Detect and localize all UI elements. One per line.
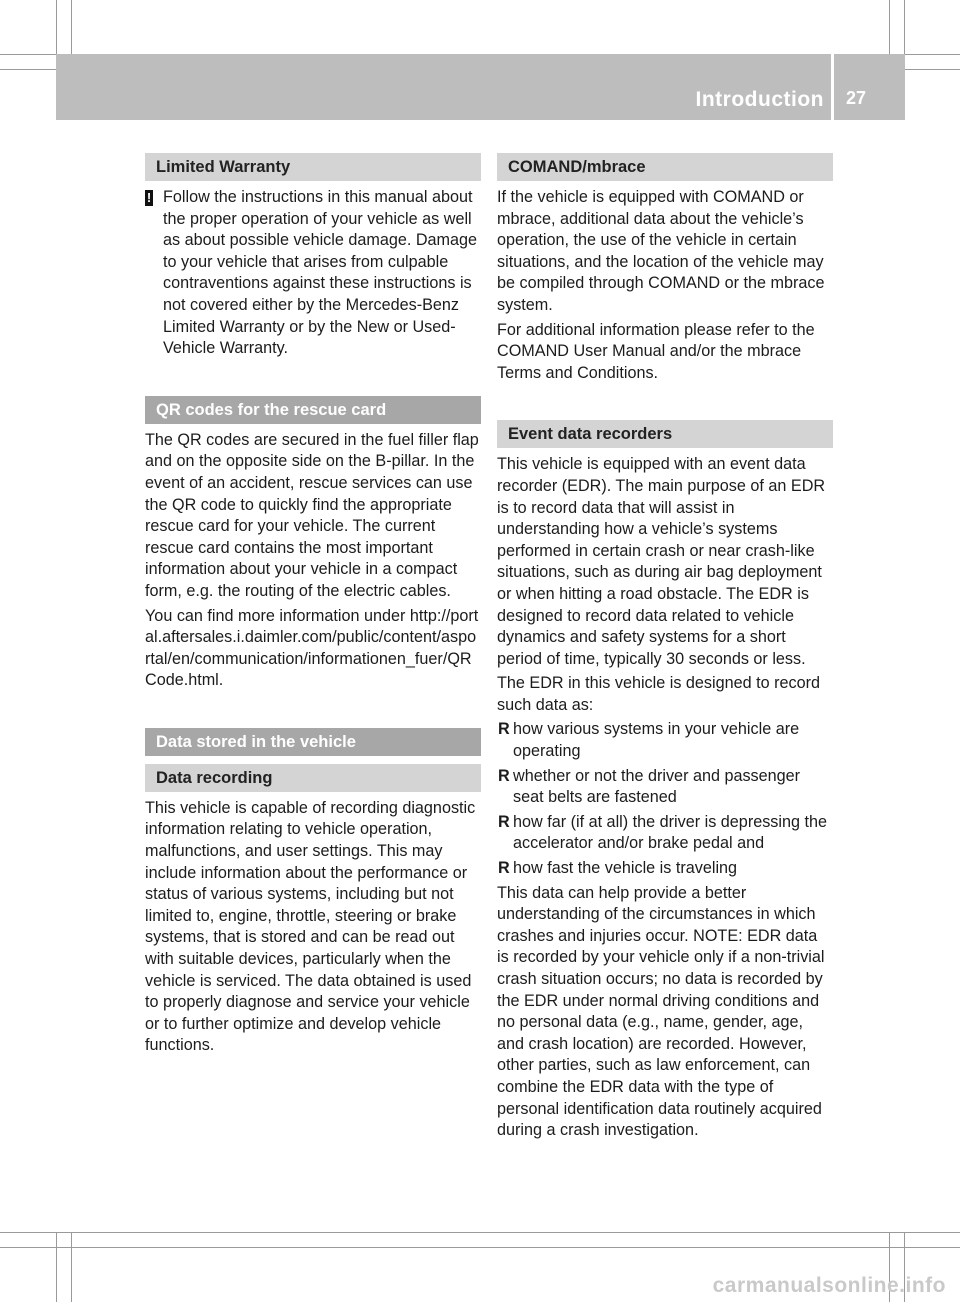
page-header-title: Introduction	[695, 88, 824, 111]
section-heading-event-data-recorders: Event data recorders	[497, 420, 833, 448]
bullet-marker: R	[498, 859, 510, 878]
section-heading-data-stored: Data stored in the vehicle	[145, 728, 481, 756]
crop-mark	[0, 1232, 960, 1233]
edr-paragraph-2: The EDR in this vehicle is designed to record such data as:	[497, 674, 821, 714]
list-item	[497, 719, 833, 762]
warning-icon: !	[146, 190, 152, 205]
section-heading-comand-mbrace: COMAND/mbrace	[497, 153, 833, 181]
bullet-text: how fast the vehicle is traveling	[513, 859, 738, 878]
section-heading-qr-codes: QR codes for the rescue card	[145, 396, 481, 424]
edr-paragraph-1: This vehicle is equipped with an event data recorder (EDR). The main purpose of an EDR is to record data that will assist in understanding how a vehicle’s systems performed in certain crash or near crash-like situations, such as during air bag deployment or when hitting a road obstacle. The EDR is designed to record data related to vehicle dynamics and safety systems for a short period of time, typically 30 seconds or less.	[497, 455, 826, 668]
list-item	[497, 812, 833, 855]
crop-mark	[0, 1247, 960, 1248]
warning-note	[145, 187, 481, 360]
section-heading-limited-warranty: Limited Warranty	[145, 153, 481, 181]
crop-mark	[71, 1232, 72, 1302]
subsection-heading-data-recording: Data recording	[145, 764, 481, 792]
edr-bullet-list	[497, 719, 833, 879]
list-item	[497, 858, 833, 880]
qr-codes-link-paragraph: You can find more information under http://portal.aftersales.i.daimler.com/public/content/asportal/en/communication/informationen_fuer/QRCode.html.	[145, 606, 479, 690]
page-number: 27	[846, 88, 867, 108]
crop-mark	[56, 1232, 57, 1302]
left-column	[145, 153, 481, 1060]
right-column	[497, 153, 833, 1145]
qr-codes-paragraph: The QR codes are secured in the fuel filler flap and on the opposite side on the B-pillar. In the event of an accident, rescue services can use the QR code to quickly find the appropriate rescue card for your vehicle. The current rescue card contains the most important information about your vehicle in a compact form, e.g. the routing of the electric cables.	[145, 430, 479, 600]
list-item	[497, 766, 833, 809]
comand-paragraph-1: If the vehicle is equipped with COMAND or mbrace, additional data about the vehicle’s operation, the use of the vehicle in certain situations, and the location of the vehicle may be compiled through COMAND or the mbrace system.	[497, 188, 825, 314]
comand-paragraph-2: For additional information please refer to the COMAND User Manual and/or the mbrace Terms and Conditions.	[497, 320, 815, 382]
bullet-marker: R	[498, 812, 510, 831]
edr-paragraph-3: This data can help provide a better understanding of the circumstances in which crashes and injuries occur. NOTE: EDR data is recorded by your vehicle only if a non-trivial crash situation occurs; no data is recorded by the EDR under normal driving conditions and no personal data (e.g., name, gender, age, and crash location) are recorded. However, other parties, such as law enforcement, can combine the EDR data with the type of personal identification data routinely acquired during a crash investigation.	[497, 883, 825, 1140]
bullet-text: how various systems in your vehicle are operating	[513, 720, 800, 761]
bullet-text: whether or not the driver and passenger seat belts are fastened	[513, 766, 801, 807]
warning-text: Follow the instructions in this manual about the proper operation of your vehicle as well as about possible vehicle damage. Damage to your vehicle that arises from culpable contraventions against these instructions is not covered either by the Mercedes-Benz Limited Warranty or by the New or Used-Vehicle Warranty.	[163, 188, 478, 358]
bullet-marker: R	[498, 720, 510, 739]
bullet-marker: R	[498, 766, 510, 785]
header-separator	[831, 54, 834, 120]
data-recording-paragraph: This vehicle is capable of recording diagnostic information relating to vehicle operation, malfunctions, and user settings. This may include information about the performance or status of various systems, including but not limited to, engine, throttle, steering or brake systems, that is stored and can be read out with suitable devices, particularly when the vehicle is serviced. The data obtained is used to properly diagnose and service your vehicle or to further optimize and develop vehicle functions.	[145, 798, 476, 1055]
watermark-text: carmanualsonline.info	[712, 1274, 946, 1297]
bullet-text: how far (if at all) the driver is depressing the accelerator and/or brake pedal and	[513, 812, 827, 853]
